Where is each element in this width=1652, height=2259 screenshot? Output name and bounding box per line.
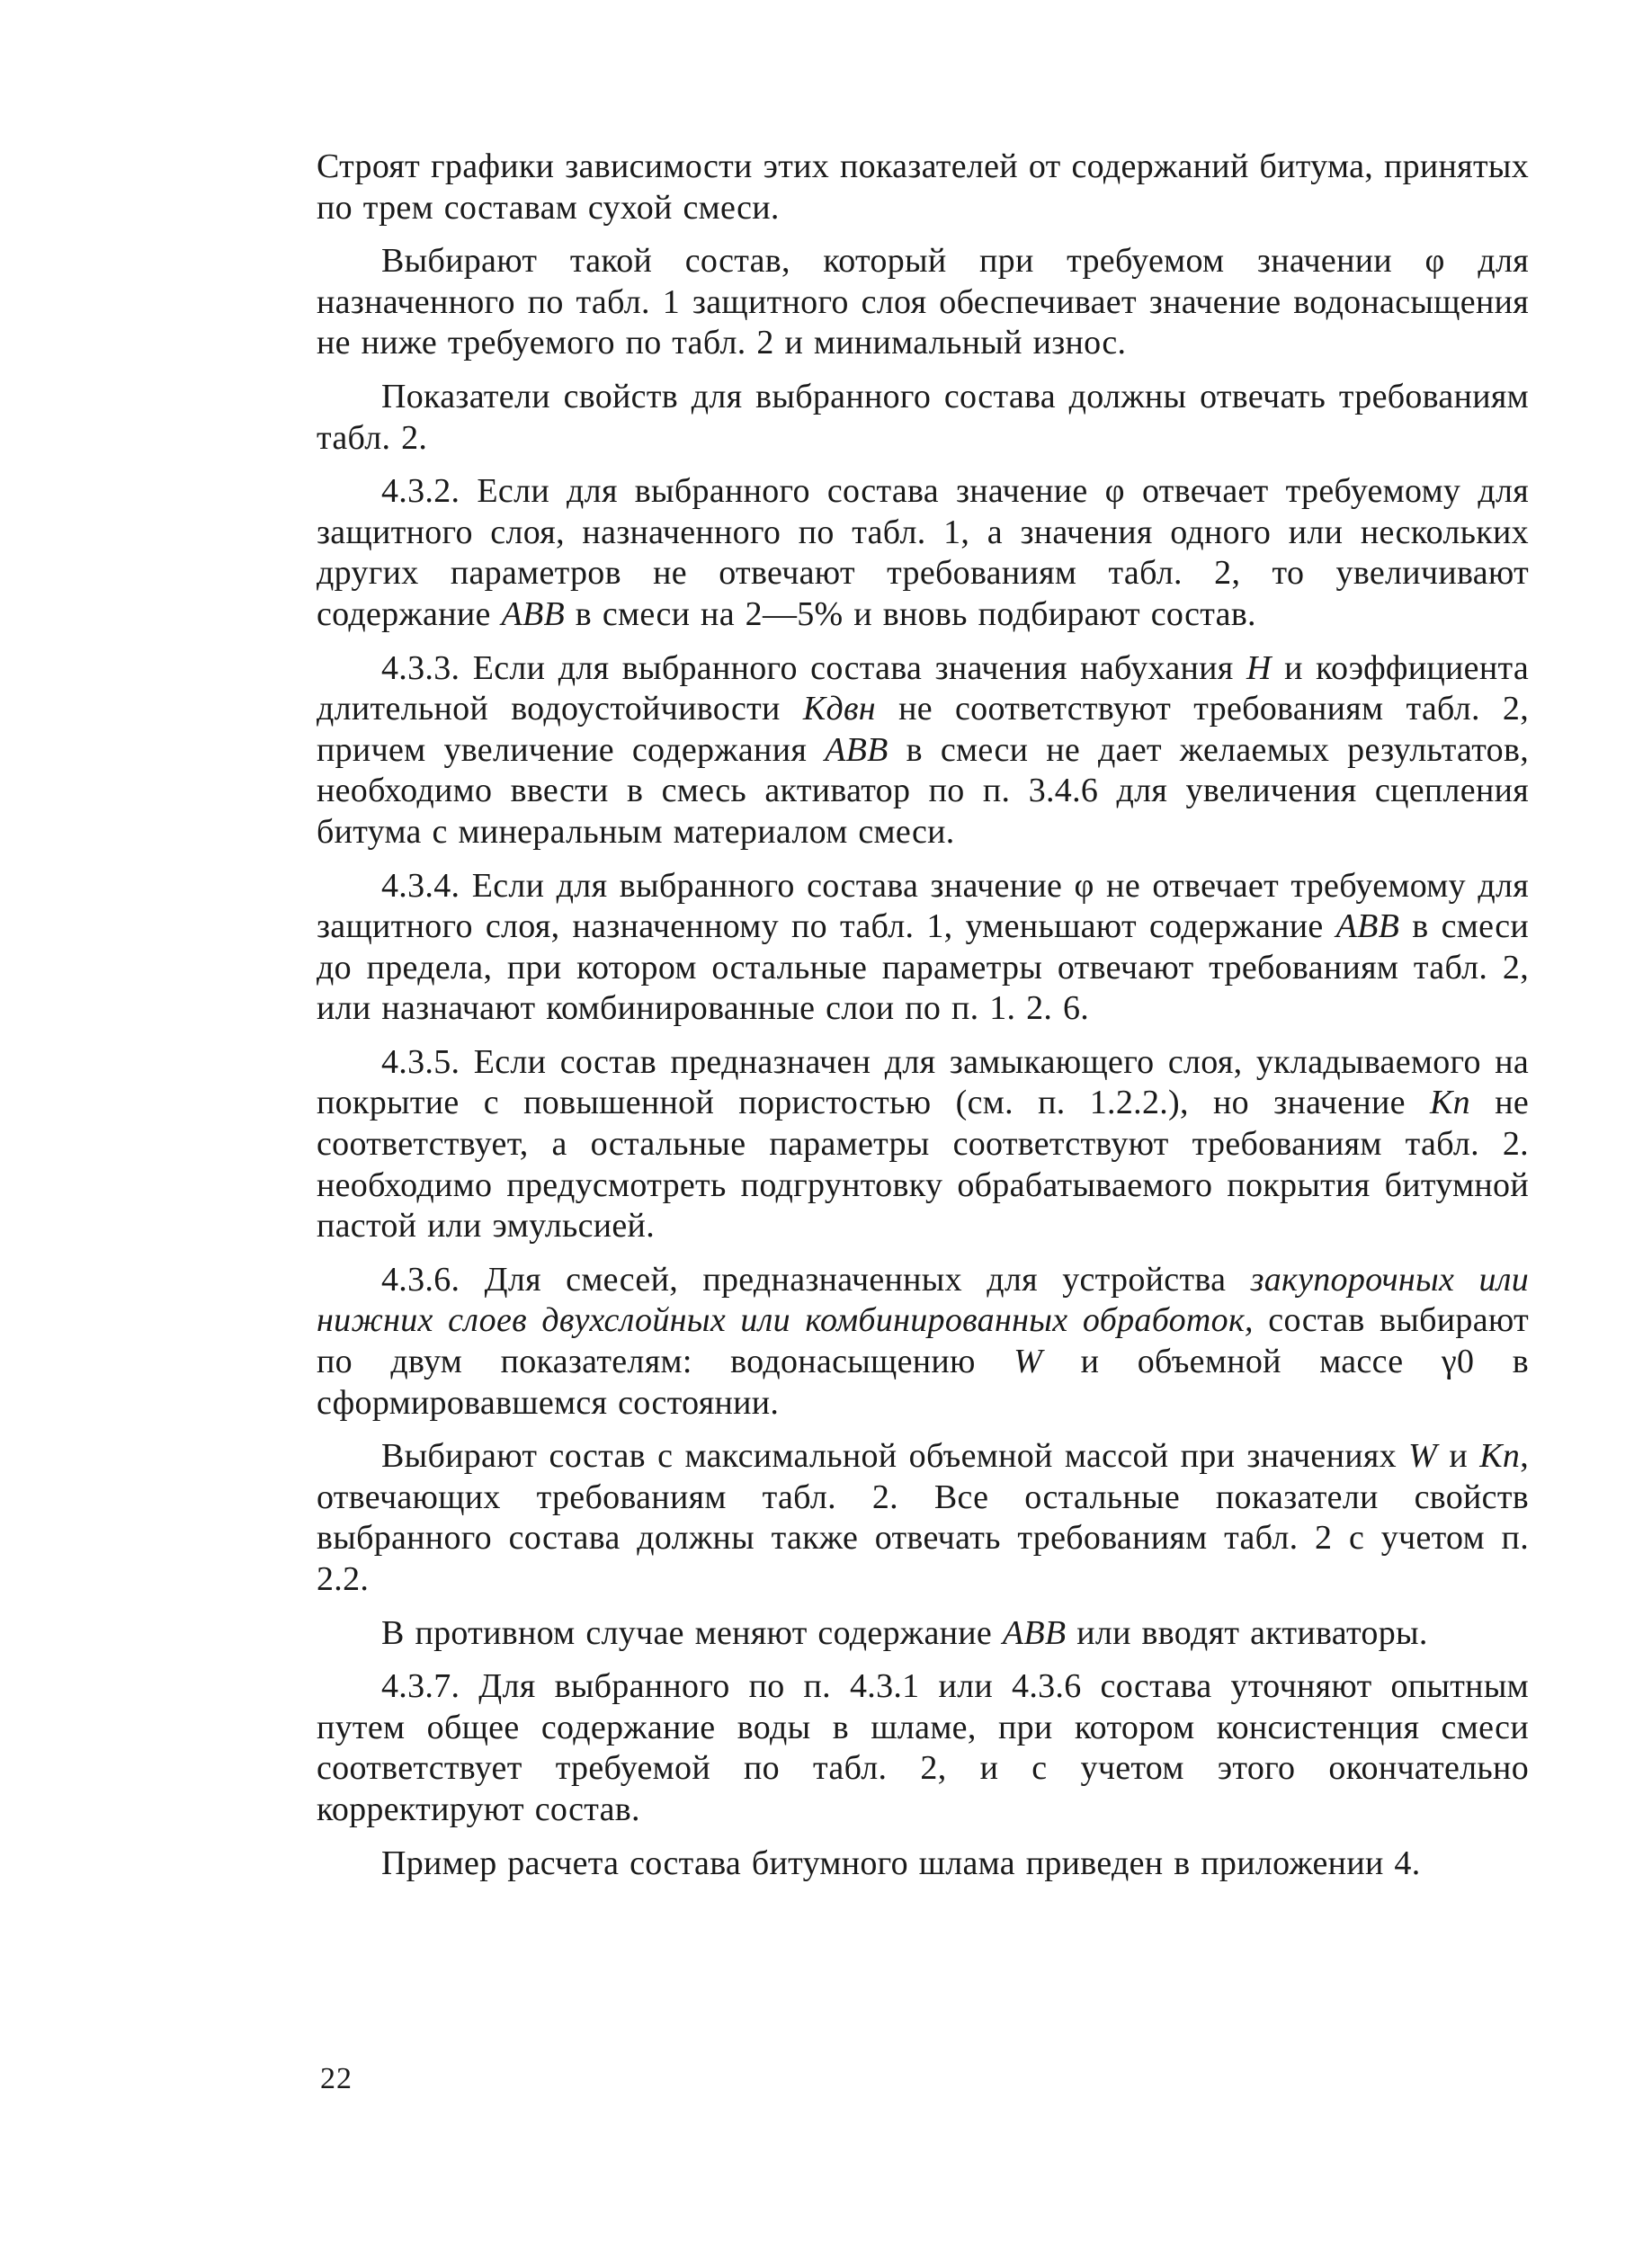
text-run: Строят графики зависимости этих показателей от содержаний битума, принятых по трем составам сухой смеси. [317, 147, 1529, 227]
text-run: в смеси на 2—5% и вновь подбирают состав. [564, 594, 1256, 633]
paragraph [317, 377, 1529, 459]
text-run: и объемной массе γ0 в сформировавшемся состоянии. [317, 1343, 1529, 1422]
italic-text: Kдвн [802, 690, 876, 728]
text-run: не соответствуют требованиям табл. 2, причем увеличение содержания [317, 690, 1530, 769]
text-run: состав выбирают по двум показателям: водонасыщению [317, 1301, 1529, 1381]
paragraph [317, 241, 1529, 364]
italic-text: ABB [1002, 1613, 1067, 1652]
text-run: 4.3.4. Если для выбранного состава значение φ не отвечает требуемому для защитного слоя, назначенному по табл. 1, уменьшают содержание [317, 866, 1529, 946]
paragraph [317, 866, 1529, 1030]
text-run: и коэффициента длительной водоустойчивости [317, 648, 1529, 728]
paragraph [317, 1260, 1529, 1424]
text-run: не соответствует, а остальные параметры соответствуют требованиям табл. 2. необходимо предусмотреть подгрунтовку обрабатываемого покрытия битумной пастой или эмульсией. [317, 1084, 1529, 1246]
text-run: , отвечающих требованиям табл. 2. Все остальные показатели свойств выбранного состава должны также отвечать требованиям табл. 2 с учетом п. 2.2. [317, 1437, 1529, 1598]
text-run: 4.3.5. Если состав предназначен для замыкающего слоя, укладываемого на покрытие с повышенной пористостью (см. п. 1.2.2.), но значение [317, 1042, 1529, 1122]
text-run: Показатели свойств для выбранного состава должны отвечать требованиям табл. 2. [317, 377, 1529, 457]
text-run: в смеси не дает желаемых результатов, необходимо ввести в смесь активатор по п. 3.4.6 для увеличения сцепления битума с минеральным материалом смеси. [317, 730, 1529, 851]
text-run: Пример расчета состава битумного шлама приведен в приложении 4. [381, 1844, 1421, 1882]
paragraph [317, 471, 1529, 635]
paragraph [317, 1844, 1529, 1885]
text-run: в смеси до предела, при котором остальные параметры отвечают требованиям табл. 2, или назначают комбинированные слои по п. 1. 2. 6. [317, 907, 1529, 1028]
italic-text: Kп [1430, 1084, 1470, 1122]
italic-text: H [1246, 648, 1272, 687]
text-run: Выбирают состав с максимальной объемной массой при значениях [381, 1437, 1409, 1476]
italic-text: W [1408, 1437, 1438, 1476]
paragraph [317, 648, 1529, 853]
paragraph [317, 1613, 1529, 1655]
italic-text: ABB [501, 594, 565, 633]
text-run: В противном случае меняют содержание [381, 1613, 1003, 1652]
paragraph [317, 1042, 1529, 1247]
page-number: 22 [320, 2062, 353, 2095]
text-run: 4.3.2. Если для выбранного состава значение φ отвечает требуемому для защитного слоя, назначенного по табл. 1, а значения одного или нескольких других параметров не отвечают требованиям табл. 2, то увеличивают содержание [317, 472, 1529, 633]
paragraph [317, 1666, 1529, 1830]
body-text [317, 147, 1529, 1897]
text-run: 4.3.7. Для выбранного по п. 4.3.1 или 4.3.6 состава уточняют опытным путем общее содержание воды в шламе, при котором консистенция смеси соответствует требуемой по табл. 2, и с учетом этого окончательно корректируют состав. [317, 1667, 1529, 1828]
italic-text: Kп [1479, 1437, 1521, 1476]
text-run: 4.3.6. Для смесей, предназначенных для устройства [381, 1260, 1251, 1299]
text-run: или вводят активаторы. [1066, 1613, 1428, 1652]
italic-text: ABB [825, 730, 889, 769]
text-run: 4.3.3. Если для выбранного состава значения набухания [381, 648, 1246, 687]
text-run: и [1437, 1437, 1480, 1476]
paragraph [317, 1436, 1529, 1600]
italic-text: ABB [1335, 907, 1400, 946]
paragraph [317, 147, 1529, 228]
italic-text: W [1014, 1343, 1043, 1381]
italic-text: закупорочных или нижних слоев двухслойных или комбинированных обработок, [317, 1260, 1529, 1340]
text-run: Выбирают такой состав, который при требуемом значении φ для назначенного по табл. 1 защитного слоя обеспечивает значение водонасыщения не ниже требуемого по табл. 2 и минимальный износ. [317, 242, 1529, 362]
